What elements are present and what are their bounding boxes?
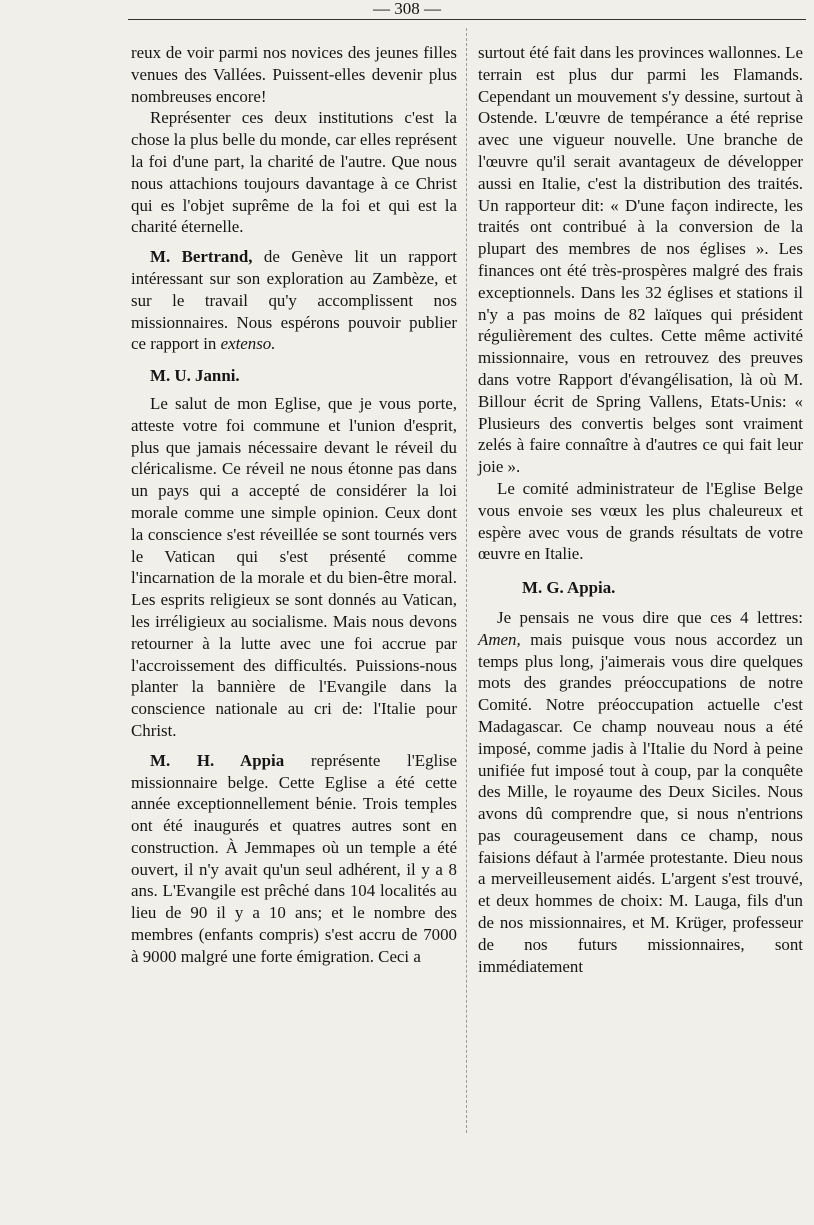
header-rule [128,19,806,20]
paragraph-belgian-church: surtout été fait dans les provinces wallonnes. Le terrain est plus dur parmi les Flamands. Cependant un mouvement s'y dessine, surtout à Ostende. L'œuvre de tempérance a été reprise avec une vigueur nouvelle. Une branche de l'œuvre qu'il serait avantageux de développer aussi en Italie, c'est la distribution des traités. Un rapporteur dit: « D'une façon indirecte, les traités ont contribué à la conversion de la plupart des membres de nos églises ». Les finances ont été très-prospères malgré des frais exceptionnels. Dans les 32 églises et stations il n'y a pas moins de 82 laïques qui président régulièrement des cultes. Cette même activité missionnaire, vous en retrouvez des preuves dans votre Rapport d'évangélisation, là où M. Billour écrit de Spring Vallens, Etats-Unis: « Plusieurs des convertis belges sont vraiment zelés à faire connaître à d'autres ce qui fait leur joie ». [478,43,803,477]
heading-g-appia: M. G. Appia. [522,578,616,598]
column-divider [466,28,467,1133]
bertrand-text: de Genève lit un rapport intéressant sur son exploration au Zambèze, et sur le travail qu'y accomplissent nos missionnaires. Nous espérons pouvoir publier ce rapport in [131,247,457,354]
right-column [478,42,803,977]
paragraph-h-appia [131,750,457,968]
g-appia-text: mais puisque vous nous accordez un temps plus long, j'aimerais vous dire quelques mots des grandes préoccupations de notre Comité. Notre préoccupation actuelle c'est Madagascar. Ce champ nouveau nous a été imposé, comme jadis à l'Italie du Nord à peine unifiée fut imposé tout à coup, par la conquête des Mille, le royaume des Deux Siciles. Nous avons dû comprendre que, si nous n'entrions pas courageusement dans ce champ, nous faisions défaut à l'armée protestante. Dieu nous a merveilleusement aidés. L'argent s'est trouvé, et deux hommes de choix: M. Lauga, fils d'un de nos missionnaires, et M. Krüger, professeur de nos futurs missionnaires, sont immédiatement [478,629,803,976]
bertrand-italic: extenso. [220,334,276,354]
paragraph-g-appia [478,607,803,978]
speaker-bertrand: M. Bertrand, [150,247,253,267]
h-appia-text: représente l'Eglise missionnaire belge. Cette Eglise a été cette année exceptionnellement bénie. Trois temples ont été inaugurés et quatres autres sont en construction. À Jemmapes où un temple a été ouvert, il n'y avait qu'un seul adhérent, il y a 8 ans. L'Evangile est prêché dans 104 localités au lieu de 90 il y a 10 ans; et le nombre des membres (enfants compris) s'est accru de 7000 à 9000 malgré une forte émigration. Ceci a [131,750,457,966]
speaker-h-appia: M. H. Appia [150,750,285,770]
left-column [131,42,457,968]
paragraph-bertrand [131,246,457,355]
g-appia-italic: Amen, [478,629,521,649]
paragraph-comite: Le comité administrateur de l'Eglise Belge vous envoie ses vœux les plus chaleureux et espère avec vous de grands résultats de votre œuvre en Italie. [478,478,803,564]
paragraph-institutions: Représenter ces deux institutions c'est la chose la plus belle du monde, car elles représent la foi d'une part, la charité de l'autre. Que nous nous attachions toujours davantage à ce Christ qui es l'objet suprême de la foi et qui est la charité éternelle. [131,108,457,237]
heading-janni: M. U. Janni. [150,366,240,386]
g-appia-start: Je pensais ne vous dire que ces 4 lettres: [497,607,803,627]
paragraph-janni: Le salut de mon Eglise, que je vous porte, atteste votre foi commune et l'union d'esprit, plus que jamais nécessaire devant le réveil du cléricalisme. Ce réveil ne nous étonne pas dans un pays qui a accepté de considérer la loi morale comme une simple opinion. Ceux dont la conscience s'est réveillée se sont tournés vers le Vatican qui s'est présenté comme l'incarnation de la morale et du bien-être moral. Les esprits religieux se sont donnés au Vatican, les irréligieux au socialisme. Mais nous devons retourner à la lutte avec une foi accrue par l'accroissement des difficultés. Puissions-nous planter la bannière de l'Evangile dans la conscience nationale au cri de: l'Italie pour Christ. [131,393,457,740]
page-number: — 308 — [373,0,441,18]
paragraph-continuation: reux de voir parmi nos novices des jeunes filles venues des Vallées. Puissent-elles devenir plus nombreuses encore! [131,43,457,106]
